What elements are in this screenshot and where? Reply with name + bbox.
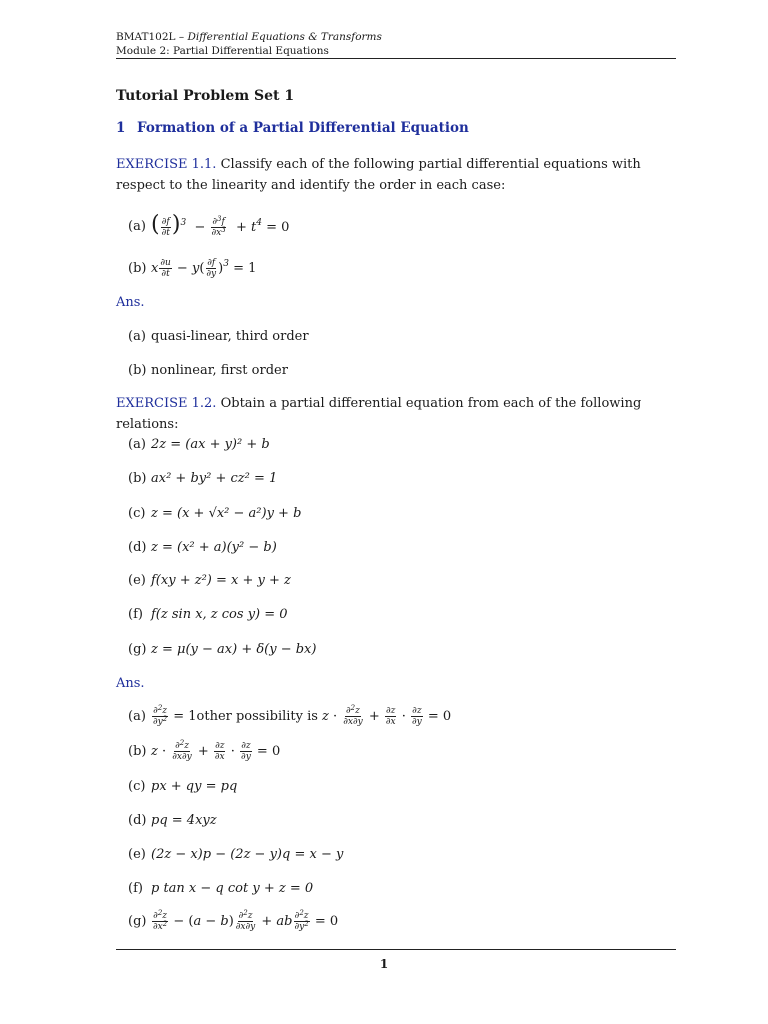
- math-expression: $\frac{\partial^2z}{\partial x^2}$ − (a − b) $\frac{\partial^2z}{\partial x\partial y}$ + ab $\frac{\partial^2z}{\partial y^2}$ = 0: [153, 909, 339, 932]
- ex2-item-b: (b) ax² + by² + cz² = 1: [128, 471, 278, 486]
- footer-rule: [116, 949, 676, 950]
- math-expression: x $\frac{\partial u}{\partial t}$ − y( $\frac{\partial f}{\partial y}$ )$^3$ = 1: [151, 258, 257, 279]
- section-heading: [116, 120, 469, 136]
- math-expression: $\frac{\partial^2z}{\partial y^2}$: [153, 704, 168, 727]
- exercise-text: Classify each of the following partial differential equations with respect to the linearity and identify the order in each case:: [116, 157, 641, 193]
- exercise-1-2: [116, 393, 676, 435]
- ex2-answer-f: (f) p tan x − q cot y + z = 0: [128, 881, 314, 896]
- ex2-answer-g: (g) $\frac{\partial^2z}{\partial x^2}$ − (a − b) $\frac{\partial^2z}{\partial x\partial y}$ + ab $\frac{\partial^2z}{\partial y^2}$ = 0: [128, 909, 339, 932]
- exercise-1-1: [116, 154, 676, 196]
- course-title: Differential Equations & Transforms: [187, 31, 382, 43]
- ex2-answer-c: (c) px + qy = pq: [128, 779, 238, 794]
- ans-label-2: Ans.: [116, 676, 145, 691]
- ex2-item-d: (d) z = (x² + a)(y² − b): [128, 540, 277, 555]
- ex2-item-a: (a) 2z = (ax + y)² + b: [128, 437, 270, 452]
- ex2-item-e: (e) f(xy + z²) = x + y + z: [128, 573, 291, 588]
- section-number: 1: [116, 120, 126, 136]
- page-title: Tutorial Problem Set 1: [116, 88, 295, 104]
- ex2-answer-e: (e) (2z − x)p − (2z − y)q = x − y: [128, 847, 344, 862]
- header-rule: [116, 58, 676, 59]
- ex2-item-f: (f) f(z sin x, z cos y) = 0: [128, 607, 288, 622]
- ex1-item-a: (a) ( $\frac{\partial f}{\partial t}$ )$^3$ − $\frac{\partial^3f}{\partial x^3}$ + $t^4 = 0$: [128, 212, 290, 238]
- section-title: Formation of a Partial Differential Equation: [137, 120, 469, 136]
- page-number: 1: [379, 957, 389, 971]
- course-code: BMAT102L: [116, 31, 176, 43]
- exercise-text: Obtain a partial differential equation from each of the following relations:: [116, 396, 642, 432]
- ex2-answer-a: (a) $\frac{\partial^2z}{\partial y^2}$ = 1other possibility is z · $\frac{\partial^2z}{\partial x\partial y}$ + $\frac{\partial z}{\partial x}$ · $\frac{\partial z}{\partial y}$ = 0: [128, 704, 452, 727]
- answer-text: = 1other possibility is: [173, 709, 318, 724]
- exercise-label: EXERCISE 1.2.: [116, 396, 217, 411]
- math-expression: z · $\frac{\partial^2z}{\partial x\partial y}$ + $\frac{\partial z}{\partial x}$ · $\frac{\partial z}{\partial y}$ = 0: [151, 739, 281, 762]
- course-line: BMAT102L – Differential Equations & Transforms: [116, 31, 382, 43]
- ex2-item-g: (g) z = μ(y − ax) + δ(y − bx): [128, 642, 317, 657]
- module-line: Module 2: Partial Differential Equations: [116, 45, 329, 57]
- ex1-answer-a: (a) quasi-linear, third order: [128, 329, 309, 344]
- ex2-item-c: (c) z = (x + √x² − a²)y + b: [128, 506, 302, 521]
- ex1-item-b: (b) x $\frac{\partial u}{\partial t}$ − y( $\frac{\partial f}{\partial y}$ )$^3$ = 1: [128, 258, 257, 279]
- math-expression: ( $\frac{\partial f}{\partial t}$ )$^3$ − $\frac{\partial^3f}{\partial x^3}$ + $t^4 = 0$: [151, 212, 290, 238]
- ex2-answer-d: (d) pq = 4xyz: [128, 813, 217, 828]
- ex1-answer-b: (b) nonlinear, first order: [128, 363, 288, 378]
- exercise-label: EXERCISE 1.1.: [116, 157, 217, 172]
- math-expression: z · $\frac{\partial^2z}{\partial x\partial y}$ + $\frac{\partial z}{\partial x}$ · $\frac{\partial z}{\partial y}$ = 0: [321, 704, 452, 727]
- ans-label-1: Ans.: [116, 295, 145, 310]
- running-header: [116, 30, 382, 58]
- ex2-answer-b: (b) z · $\frac{\partial^2z}{\partial x\partial y}$ + $\frac{\partial z}{\partial x}$ · $\frac{\partial z}{\partial y}$ = 0: [128, 739, 281, 762]
